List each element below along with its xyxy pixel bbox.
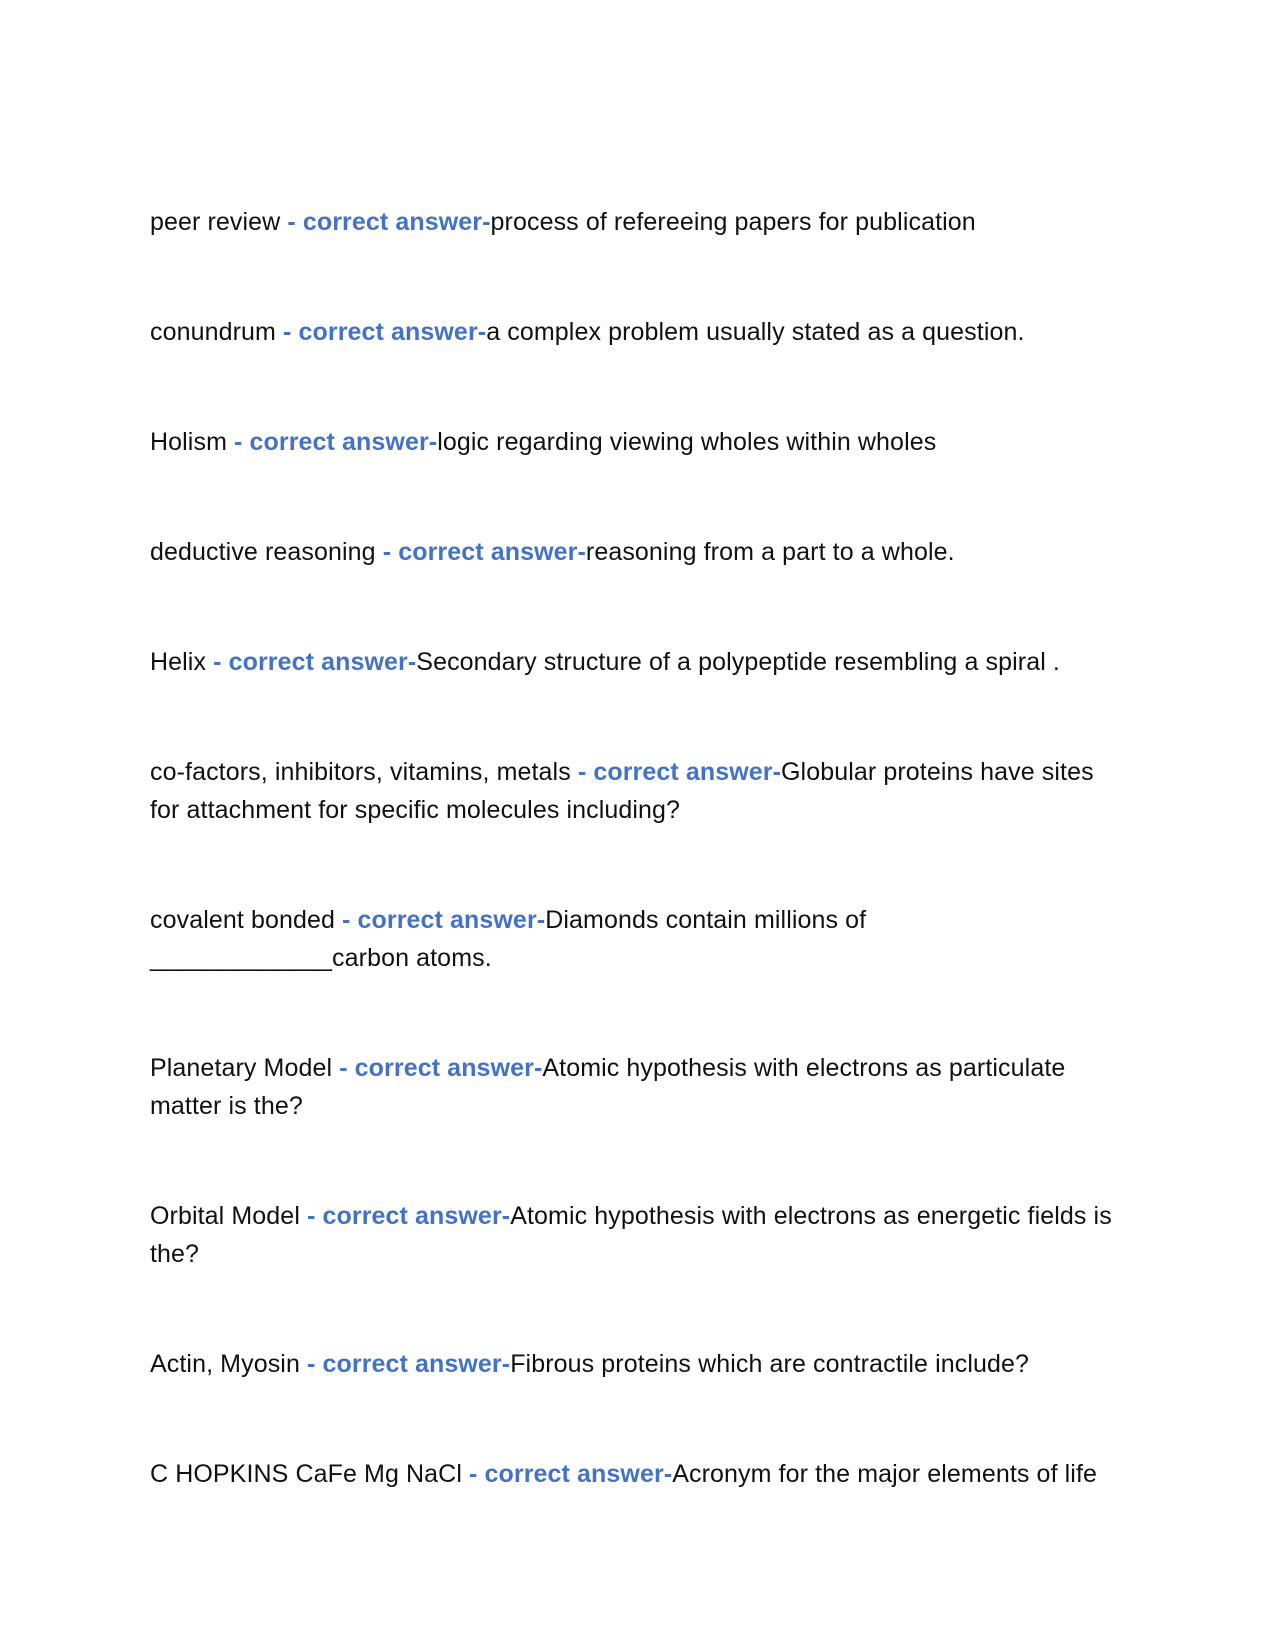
entry-term: Actin, Myosin <box>150 1350 300 1378</box>
answer-separator: - correct answer- <box>275 318 487 346</box>
entry-definition: process of refereeing papers for publication <box>490 208 976 236</box>
entry-term: C HOPKINS CaFe Mg NaCl <box>150 1460 462 1488</box>
entry-definition: Fibrous proteins which are contractile include? <box>510 1350 1030 1378</box>
flashcard-entry <box>150 203 1130 241</box>
entry-term: Planetary Model <box>150 1054 333 1082</box>
entry-definition: Secondary structure of a polypeptide resembling a spiral . <box>416 648 1060 676</box>
answer-separator: - correct answer- <box>570 758 782 786</box>
answer-separator: - correct answer- <box>227 428 438 456</box>
entry-term: covalent bonded <box>150 906 335 934</box>
entry-definition: Atomic hypothesis with electrons as particulate matter is the? <box>150 1054 1066 1120</box>
answer-separator: - correct answer- <box>280 208 491 236</box>
flashcard-entry <box>150 1455 1130 1493</box>
answer-separator: - correct answer- <box>206 648 417 676</box>
entry-definition: Acronym for the major elements of life <box>672 1460 1098 1488</box>
entry-definition: Atomic hypothesis with electrons as energetic fields is the? <box>150 1202 1112 1268</box>
flashcard-entry <box>150 643 1130 681</box>
entry-definition: a complex problem usually stated as a question. <box>486 318 1025 346</box>
flashcard-entry <box>150 423 1130 461</box>
answer-separator: - correct answer- <box>332 1054 543 1082</box>
entry-definition: Diamonds contain millions of _____________carbon atoms. <box>150 906 867 972</box>
answer-separator: - correct answer- <box>299 1350 511 1378</box>
entry-term: peer review <box>150 208 281 236</box>
answer-separator: - correct answer- <box>462 1460 673 1488</box>
flashcard-entry <box>150 901 1130 977</box>
entry-definition: Globular proteins have sites for attachment for specific molecules including? <box>150 758 1094 824</box>
flashcard-entry <box>150 753 1130 829</box>
flashcard-entry <box>150 313 1130 351</box>
entry-term: Orbital Model <box>150 1202 300 1230</box>
answer-separator: - correct answer- <box>299 1202 511 1230</box>
entry-definition: reasoning from a part to a whole. <box>585 538 955 566</box>
flashcard-entry <box>150 1197 1130 1273</box>
flashcard-entry <box>150 1049 1130 1125</box>
entry-definition: logic regarding viewing wholes within wholes <box>437 428 937 456</box>
entry-term: Holism <box>150 428 227 456</box>
entry-term: co-factors, inhibitors, vitamins, metals <box>150 758 571 786</box>
entry-term: conundrum <box>150 318 276 346</box>
answer-separator: - correct answer- <box>334 906 546 934</box>
flashcard-entry <box>150 533 1130 571</box>
entry-term: deductive reasoning <box>150 538 376 566</box>
flashcard-entry <box>150 1345 1130 1383</box>
answer-separator: - correct answer- <box>375 538 586 566</box>
entry-term: Helix <box>150 648 207 676</box>
